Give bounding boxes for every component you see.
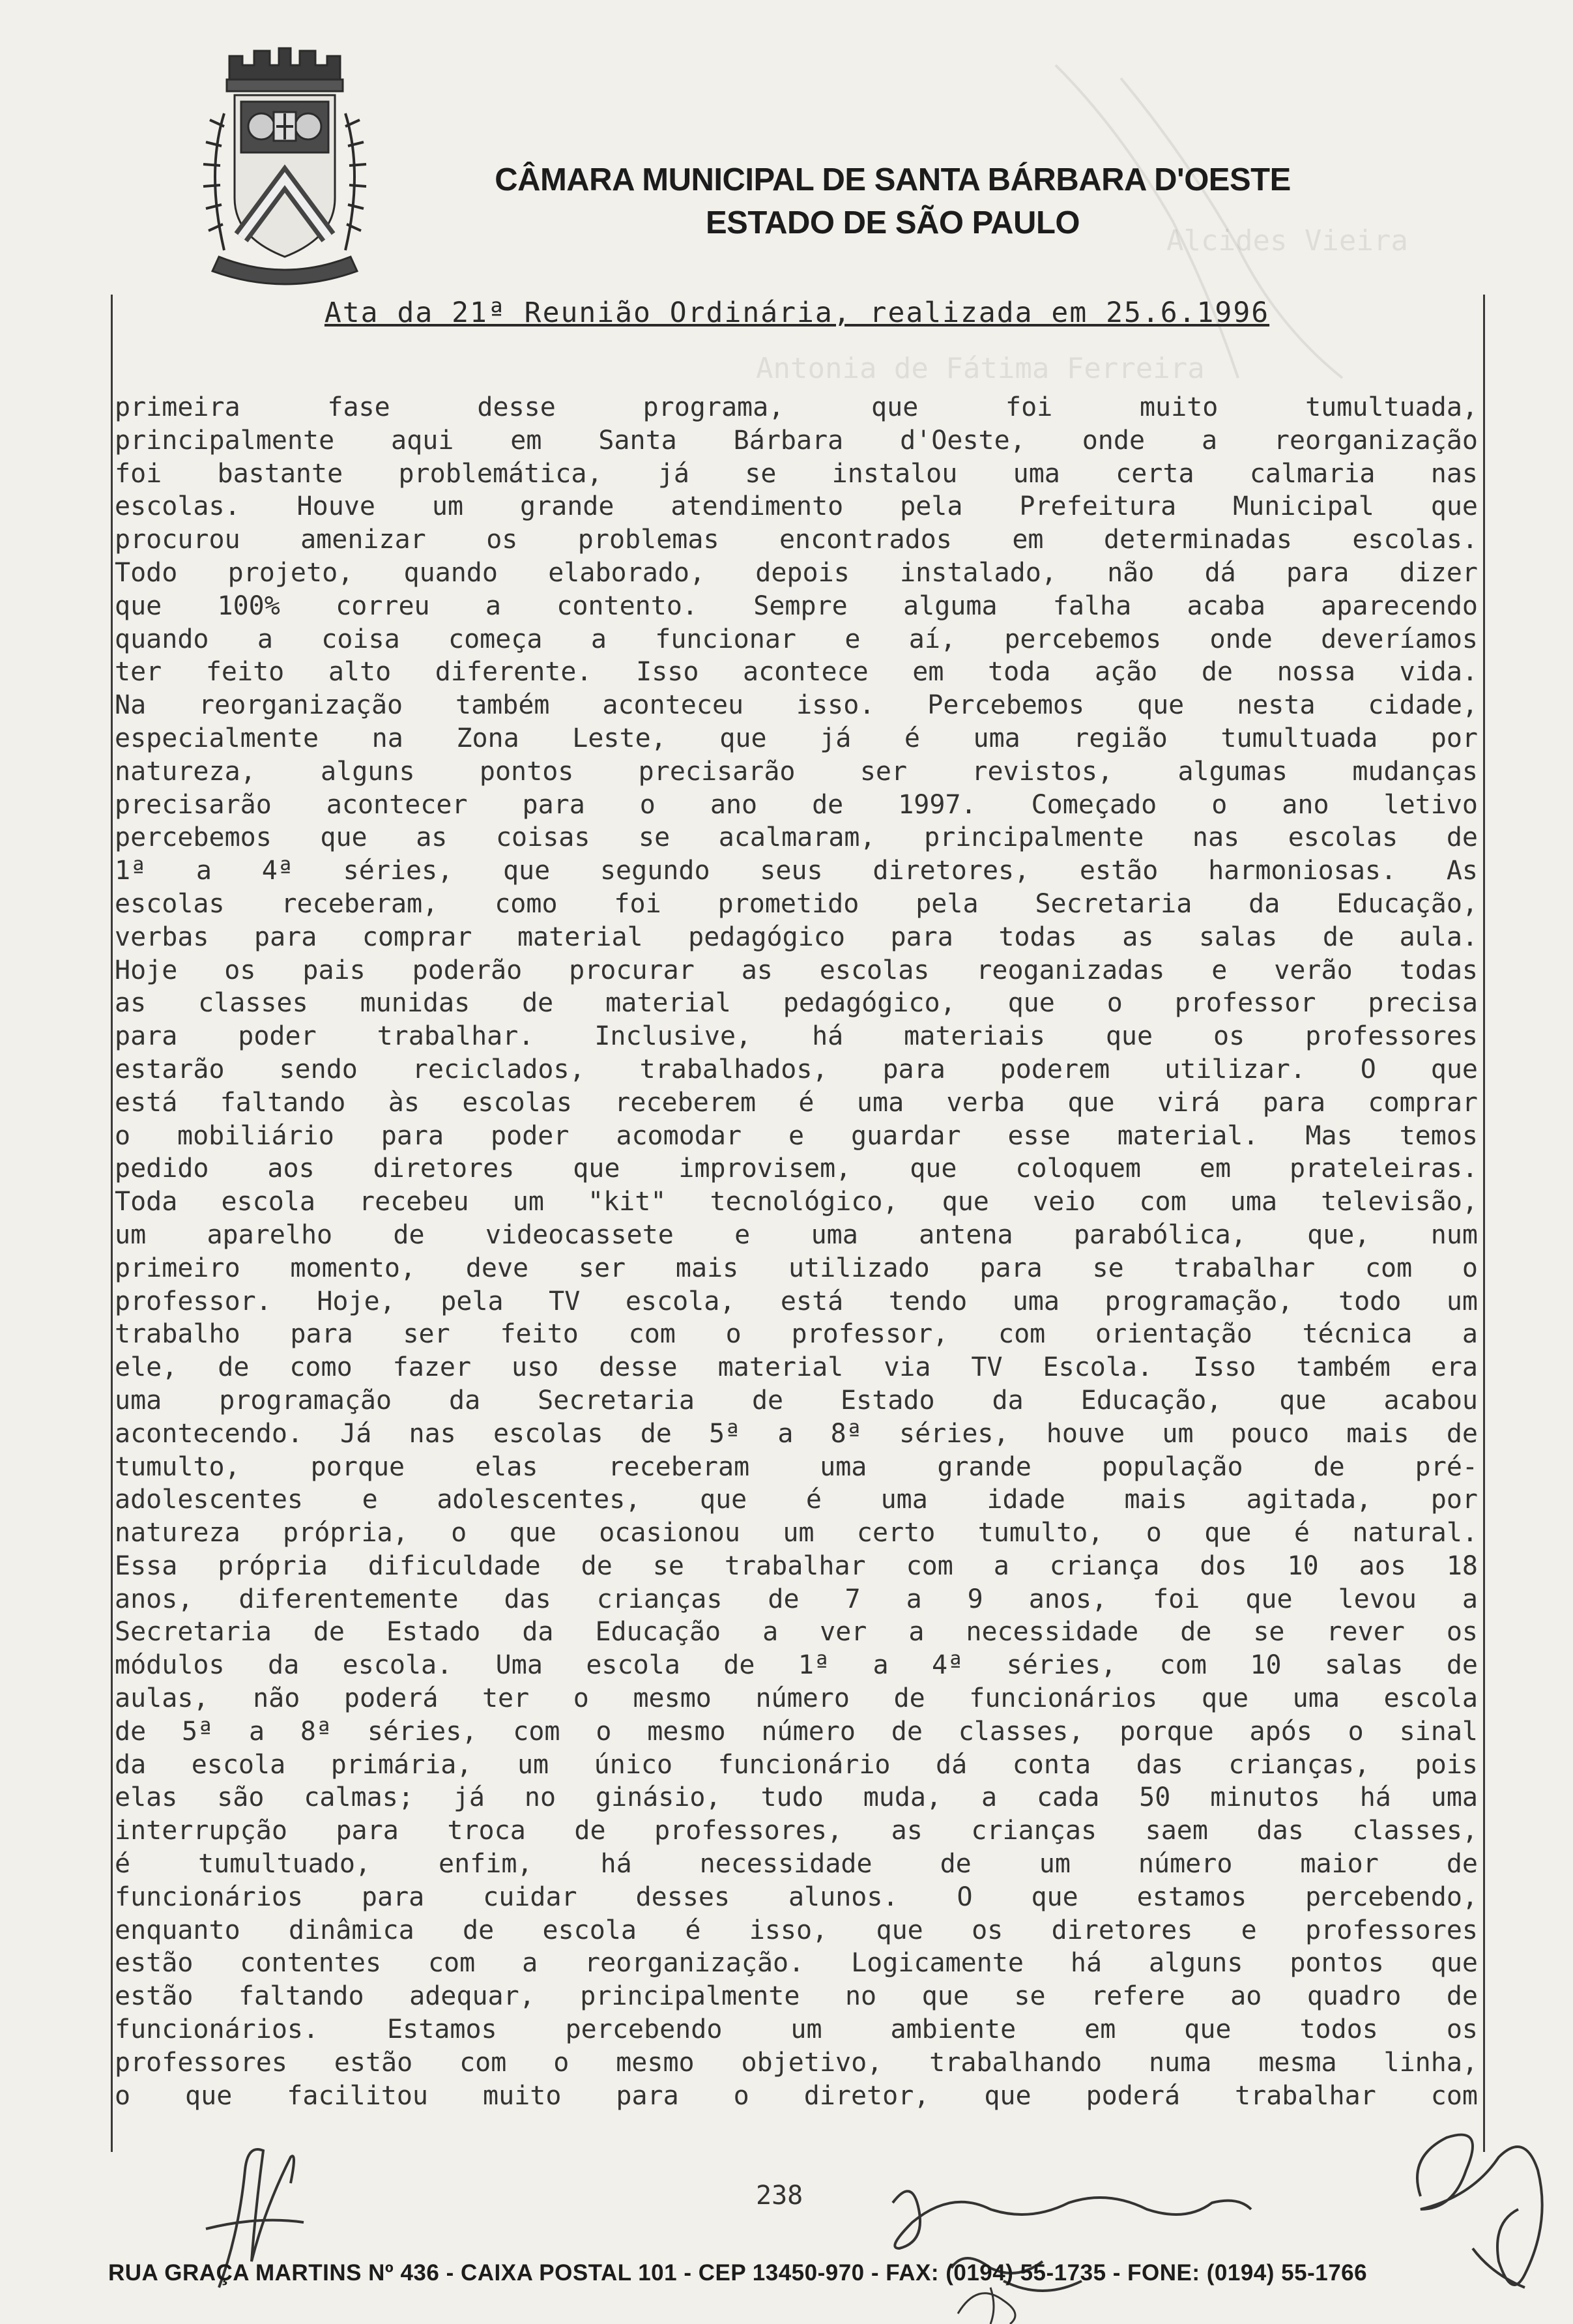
text-line: Na reorganização também aconteceu isso. Percebemos que nesta cidade, [115,690,1478,721]
text-line: natureza, alguns pontos precisarão ser revistos, algumas mudanças [115,756,1478,787]
minutes-title: Ata da 21ª Reunião Ordinária, realizada em 25.6.1996 [324,297,1270,329]
text-line: primeira fase desse programa, que foi muito tumultuada, [115,392,1478,422]
text-line: percebemos que as coisas se acalmaram, principalmente nas escolas de [115,822,1478,853]
text-line: ter feito alto diferente. Isso acontece em toda ação de nossa vida. [115,657,1478,688]
text-line: acontecendo. Já nas escolas de 5ª a 8ª séries, houve um pouco mais de [115,1418,1478,1449]
text-line: o que facilitou muito para o diretor, que poderá trabalhar com [115,2080,1478,2111]
text-line: escolas receberam, como foi prometido pela Secretaria da Educação, [115,888,1478,919]
text-line: tumulto, porque elas receberam uma grande população de pré- [115,1451,1478,1482]
text-line: as classes munidas de material pedagógico, que o professor precisa [115,988,1478,1019]
text-line: quando a coisa começa a funcionar e aí, percebemos onde deveríamos [115,624,1478,654]
text-line: professor. Hoje, pela TV escola, está tendo uma programação, todo um [115,1286,1478,1316]
text-line: Hoje os pais poderão procurar as escolas reoganizadas e verão todas [115,955,1478,985]
text-line: para poder trabalhar. Inclusive, há materiais que os professores [115,1021,1478,1052]
text-line: está faltando às escolas receberem é uma verba que virá para comprar [115,1087,1478,1118]
text-line: o mobiliário para poder acomodar e guardar esse material. Mas temos [115,1120,1478,1151]
text-line: 1ª a 4ª séries, que segundo seus diretores, estão harmoniosas. As [115,856,1478,886]
text-line: procurou amenizar os problemas encontrados em determinadas escolas. [115,525,1478,555]
bleed-through-text: Antonia de Fátima Ferreira [756,352,1205,385]
text-line: é tumultuado, enfim, há necessidade de um número maior de [115,1849,1478,1880]
bleed-through-text: Alcides Vieira [1166,224,1408,257]
text-line: verbas para comprar material pedagógico para todas as salas de aula. [115,922,1478,952]
text-line: funcionários. Estamos percebendo um ambiente em que todos os [115,2014,1478,2045]
text-line: interrupção para troca de professores, as crianças saem das classes, [115,1816,1478,1846]
text-line: escolas. Houve um grande atendimento pela Prefeitura Municipal que [115,491,1478,522]
text-line: natureza própria, o que ocasionou um certo tumulto, o que é natural. [115,1518,1478,1548]
text-line: módulos da escola. Uma escola de 1ª a 4ª séries, com 10 salas de [115,1650,1478,1681]
text-line: foi bastante problemática, já se instalou uma certa calmaria nas [115,458,1478,489]
text-line: trabalho para ser feito com o professor, com orientação técnica a [115,1319,1478,1350]
footer-address: RUA GRAÇA MARTINS Nº 436 - CAIXA POSTAL 101 - CEP 13450-970 - FAX: (0194) 55-1735 - FONE: (0194) 55-1766 [108,2260,1368,2286]
text-line: Essa própria dificuldade de se trabalhar com a criança dos 10 aos 18 [115,1550,1478,1581]
text-line: anos, diferentemente das crianças de 7 a 9 anos, foi que levou a [115,1584,1478,1614]
text-line: especialmente na Zona Leste, que já é uma região tumultuada por [115,723,1478,753]
text-line: adolescentes e adolescentes, que é uma idade mais agitada, por [115,1485,1478,1515]
header-subtitle: ESTADO DE SÃO PAULO [705,205,1080,240]
text-line: funcionários para cuidar desses alunos. O que estamos percebendo, [115,1881,1478,1912]
text-line: estão contentes com a reorganização. Logicamente há alguns pontos que [115,1948,1478,1979]
text-line: enquanto dinâmica de escola é isso, que os diretores e professores [115,1915,1478,1945]
text-line: professores estão com o mesmo objetivo, trabalhando numa mesma linha, [115,2047,1478,2078]
text-line: precisarão acontecer para o ano de 1997. Começado o ano letivo [115,789,1478,820]
text-line: de 5ª a 8ª séries, com o mesmo número de classes, porque após o sinal [115,1716,1478,1747]
text-line: da escola primária, um único funcionário dá conta das crianças, pois [115,1749,1478,1780]
page-number: 238 [756,2181,803,2211]
text-line: elas são calmas; já no ginásio, tudo muda, a cada 50 minutos há uma [115,1782,1478,1813]
coat-of-arms-seal [193,42,377,289]
text-line: Secretaria de Estado da Educação a ver a necessidade de se rever os [115,1617,1478,1648]
text-line: pedido aos diretores que improvisem, que coloquem em prateleiras. [115,1154,1478,1184]
text-line: aulas, não poderá ter o mesmo número de funcionários que uma escola [115,1683,1478,1714]
text-line: estarão sendo reciclados, trabalhados, para poderem utilizar. O que [115,1054,1478,1084]
right-margin-line [1483,295,1485,2152]
text-line: uma programação da Secretaria de Estado da Educação, que acabou [115,1385,1478,1416]
header-title: CÂMARA MUNICIPAL DE SANTA BÁRBARA D'OESTE [495,162,1291,197]
faint-diagonal-signature [1043,52,1368,391]
text-line: ele, de como fazer uso desse material via TV Escola. Isso também era [115,1352,1478,1383]
text-line: um aparelho de videocassete e uma antena parabólica, que, num [115,1219,1478,1250]
text-line: estão faltando adequar, principalmente no que se refere ao quadro de [115,1981,1478,2012]
left-margin-line [111,295,113,2152]
text-line: Todo projeto, quando elaborado, depois instalado, não dá para dizer [115,557,1478,588]
minutes-body [115,391,1478,2112]
text-line: Toda escola recebeu um "kit" tecnológico, que veio com uma televisão, [115,1187,1478,1217]
text-line: que 100% correu a contento. Sempre alguma falha acaba aparecendo [115,590,1478,621]
text-line: principalmente aqui em Santa Bárbara d'Oeste, onde a reorganização [115,425,1478,456]
text-line: primeiro momento, deve ser mais utilizado para se trabalhar com o [115,1253,1478,1283]
